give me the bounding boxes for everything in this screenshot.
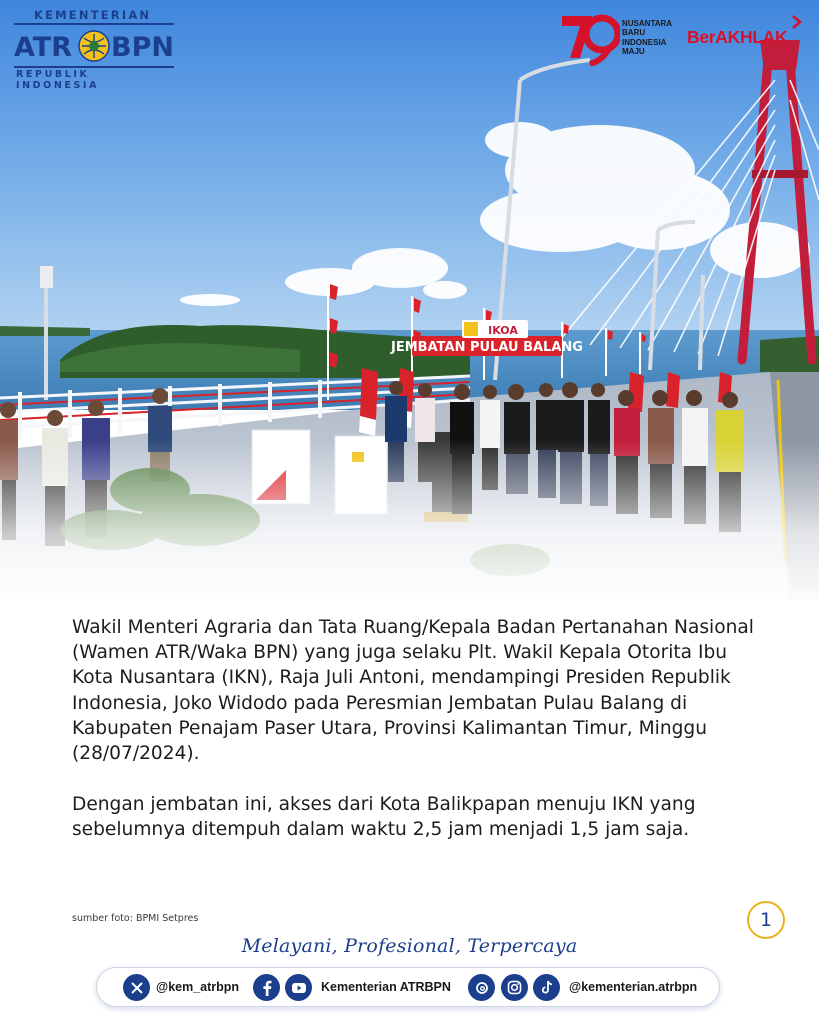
hut-number: 79 [588,40,590,41]
x-icon[interactable] [123,974,150,1001]
chevron-right-icon [790,14,804,30]
youtube-icon[interactable] [285,974,312,1001]
photo-fade-overlay [0,440,819,600]
photo-source-credit: sumber foto: BPMI Setpres [72,913,199,924]
threads-icon[interactable] [468,974,495,1001]
instagram-icon[interactable] [501,974,528,1001]
bridge-banner-text: JEMBATAN PULAU BALANG [391,340,583,355]
hut-tagline-line: NUSANTARA [622,19,673,28]
hut-tagline-line: BARU [622,28,646,38]
hut-79-emblem [558,10,620,66]
logo-brand-right: BPN [111,32,174,63]
caption-paragraph-2: Dengan jembatan ini, akses dari Kota Balikpapan menuju IKN yang sebelumnya ditempuh dalam waktu 2,5 jam menjadi 1,5 jam saja. [72,794,696,841]
logo-brand-left: ATR [14,32,73,63]
instagram-handle[interactable]: @kementerian.atrbpn [569,980,698,994]
berakhlak-logo: BerAKHLAK [687,27,788,47]
hut-tagline [622,19,672,57]
facebook-icon[interactable] [253,974,280,1001]
bridge-sign-text: IKOA [488,324,518,337]
x-handle[interactable]: @kem_atrbpn [156,980,240,994]
atr-bpn-wordmark [14,24,176,64]
tagline: Melayani, Profesional, Terpercaya [241,935,578,957]
atr-bpn-logo [14,8,176,91]
caption-text [72,615,772,843]
page-number-badge: 1 [747,901,785,939]
caption-paragraph-1: Wakil Menteri Agraria dan Tata Ruang/Kepala Badan Pertanahan Nasional (Wamen ATR/Waka BPN) yang juga selaku Plt. Wakil Kepala Otorita Ibu Kota Nusantara (IKN), Raja Juli Antoni, mendampingi Presiden Republik Indonesia, Joko Widodo pada Peresmian Jembatan Pulau Balang di Kabupaten Penajam Paser Utara, Provinsi Kalimantan Timur, Minggu (28/07/2024). [72,617,754,765]
logo-bottom-text: REPUBLIK INDONESIA [16,69,100,91]
social-media-bar [96,967,720,1007]
tiktok-icon[interactable] [533,974,560,1001]
hut-tagline-line: MAJU [622,47,645,57]
hut-79-logo [558,10,682,66]
logo-top-text: KEMENTERIAN [34,8,152,22]
youtube-handle[interactable]: Kementerian ATRBPN [321,980,451,994]
logo-divider-bottom [14,66,174,68]
hut-tagline-line: INDONESIA [622,37,667,47]
